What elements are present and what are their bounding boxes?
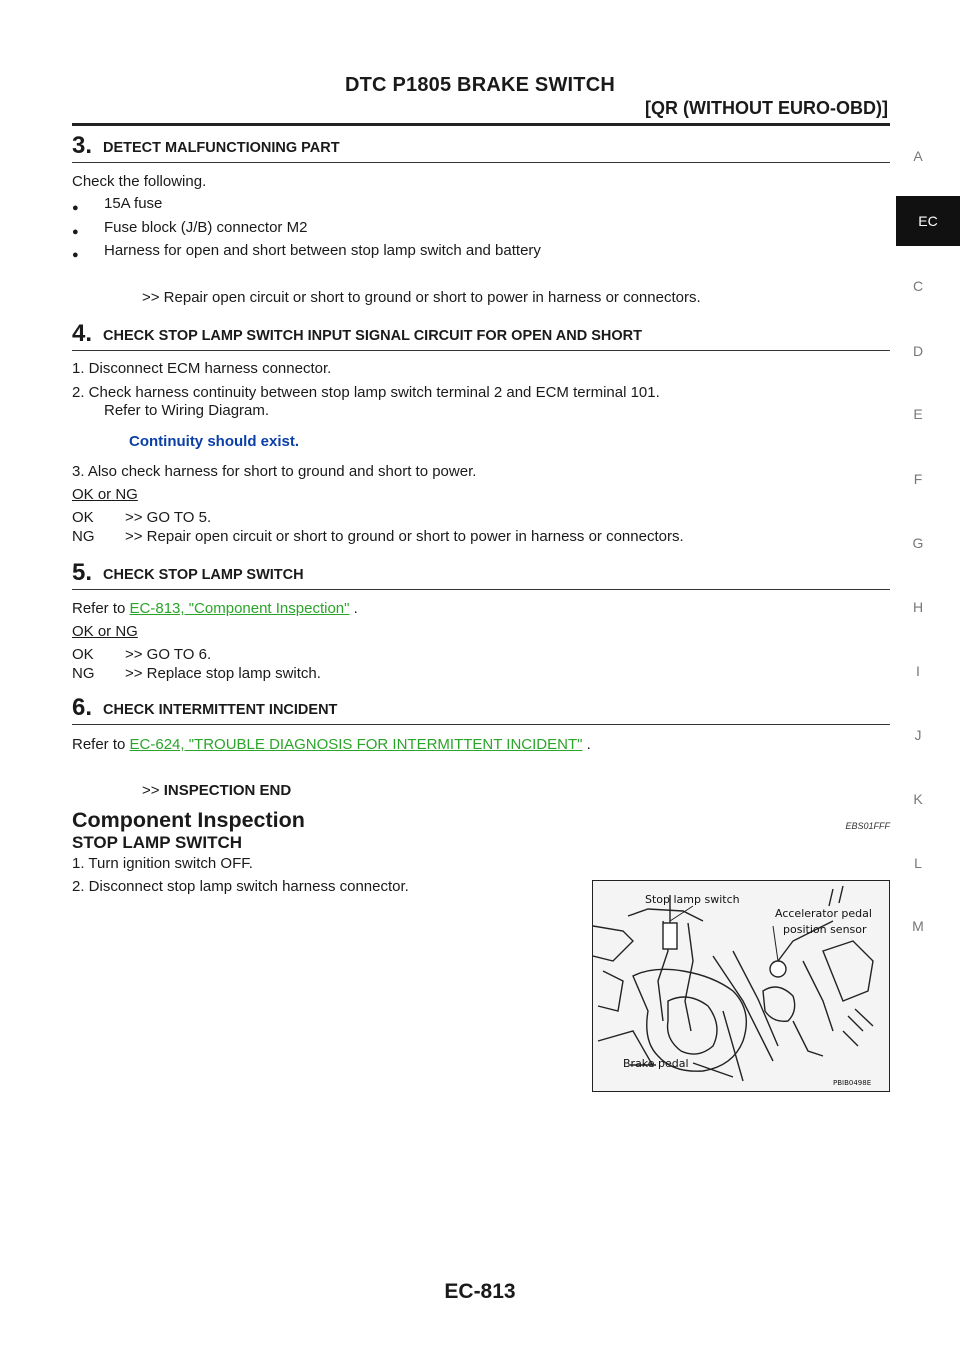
ok-label: OK — [72, 646, 94, 663]
component-item-1: 1. Turn ignition switch OFF. — [72, 855, 253, 872]
header-rule — [72, 123, 890, 126]
side-index-m[interactable]: M — [912, 918, 924, 934]
step-3-intro: Check the following. — [72, 173, 207, 190]
figure-label-stop-lamp-switch: Stop lamp switch — [645, 893, 740, 906]
step-3-heading — [72, 134, 890, 163]
ok-result: >> GO TO 6. — [125, 646, 212, 663]
page-title: DTC P1805 BRAKE SWITCH — [345, 74, 615, 96]
step-title: DETECT MALFUNCTIONING PART — [103, 140, 340, 156]
ok-result: >> GO TO 5. — [125, 509, 212, 526]
page-subtitle: [QR (WITHOUT EURO-OBD)] — [645, 98, 888, 118]
intermittent-incident-link[interactable]: EC-624, "TROUBLE DIAGNOSIS FOR INTERMITTENT INCIDENT" — [129, 736, 583, 753]
step-title: CHECK STOP LAMP SWITCH — [103, 567, 304, 583]
side-index-j[interactable]: J — [914, 727, 922, 743]
side-index-l[interactable]: L — [914, 855, 922, 871]
side-index-g[interactable]: G — [912, 535, 924, 551]
step-4-item-2-continued: Refer to Wiring Diagram. — [104, 402, 270, 419]
pedal-assembly-illustration — [593, 881, 889, 1091]
step-4-item-1: 1. Disconnect ECM harness connector. — [72, 360, 332, 377]
figure-label-accelerator-1: Accelerator pedal — [775, 907, 872, 920]
side-index-c[interactable]: C — [912, 278, 924, 294]
step-number: 6. — [72, 694, 93, 721]
step-6-heading — [72, 696, 890, 725]
ng-label: NG — [72, 665, 95, 682]
ng-result: >> Repair open circuit or short to ground or short to power in harness or connectors. — [125, 528, 684, 545]
step-6-refer: Refer to EC-624, "TROUBLE DIAGNOSIS FOR INTERMITTENT INCIDENT" . — [72, 736, 591, 753]
step-4-item-2: 2. Check harness continuity between stop lamp switch terminal 2 and ECM terminal 101. — [72, 384, 660, 401]
component-inspection-link[interactable]: EC-813, "Component Inspection" — [129, 600, 350, 617]
component-item-2: 2. Disconnect stop lamp switch harness connector. — [72, 878, 409, 895]
step-number: 3. — [72, 132, 93, 159]
step-number: 4. — [72, 320, 93, 347]
side-index-k[interactable]: K — [913, 791, 923, 807]
bullet-icon: ● — [72, 249, 79, 261]
figure-label-brake-pedal: Brake pedal — [623, 1057, 689, 1070]
stop-lamp-switch-figure — [592, 880, 890, 1092]
side-index-d[interactable]: D — [912, 343, 924, 359]
page-number: EC-813 — [444, 1280, 516, 1303]
step-5-heading — [72, 561, 890, 590]
step-title: CHECK STOP LAMP SWITCH INPUT SIGNAL CIRCUIT FOR OPEN AND SHORT — [103, 328, 642, 344]
ng-label: NG — [72, 528, 95, 545]
side-index-ec-tab[interactable]: EC — [896, 196, 960, 246]
subsection-title: STOP LAMP SWITCH — [72, 833, 243, 852]
step-number: 5. — [72, 559, 93, 586]
side-index-h[interactable]: H — [912, 599, 924, 615]
bullet-icon: ● — [72, 226, 79, 238]
ok-or-ng-label: OK or NG — [72, 623, 138, 640]
side-index-f[interactable]: F — [913, 471, 923, 487]
step-title: CHECK INTERMITTENT INCIDENT — [103, 702, 338, 718]
section-title: Component Inspection — [72, 808, 305, 832]
list-item: ● Fuse block (J/B) connector M2 — [104, 218, 307, 238]
ng-result: >> Replace stop lamp switch. — [125, 665, 321, 682]
step-4-item-3: 3. Also check harness for short to ground and short to power. — [72, 463, 477, 480]
side-index-i[interactable]: I — [916, 663, 920, 679]
figure-label-accelerator-2: position sensor — [783, 923, 867, 936]
figure-code: PBIB0498E — [833, 1079, 872, 1087]
step-4-heading — [72, 322, 890, 351]
spec-text: Continuity should exist. — [129, 433, 300, 450]
step-5-refer: Refer to EC-813, "Component Inspection" . — [72, 600, 358, 617]
section-code: EBS01FFF — [845, 821, 890, 831]
step-3-result: >> Repair open circuit or short to ground or short to power in harness or connectors. — [142, 289, 701, 306]
list-item: ● 15A fuse — [104, 194, 162, 214]
side-index-e[interactable]: E — [913, 406, 923, 422]
list-item: ● Harness for open and short between stop lamp switch and battery — [104, 241, 541, 261]
ok-or-ng-label: OK or NG — [72, 486, 138, 503]
side-index-a[interactable]: A — [913, 148, 923, 164]
step-6-result: >> INSPECTION END — [142, 782, 292, 799]
ok-label: OK — [72, 509, 94, 526]
bullet-icon: ● — [72, 202, 79, 214]
